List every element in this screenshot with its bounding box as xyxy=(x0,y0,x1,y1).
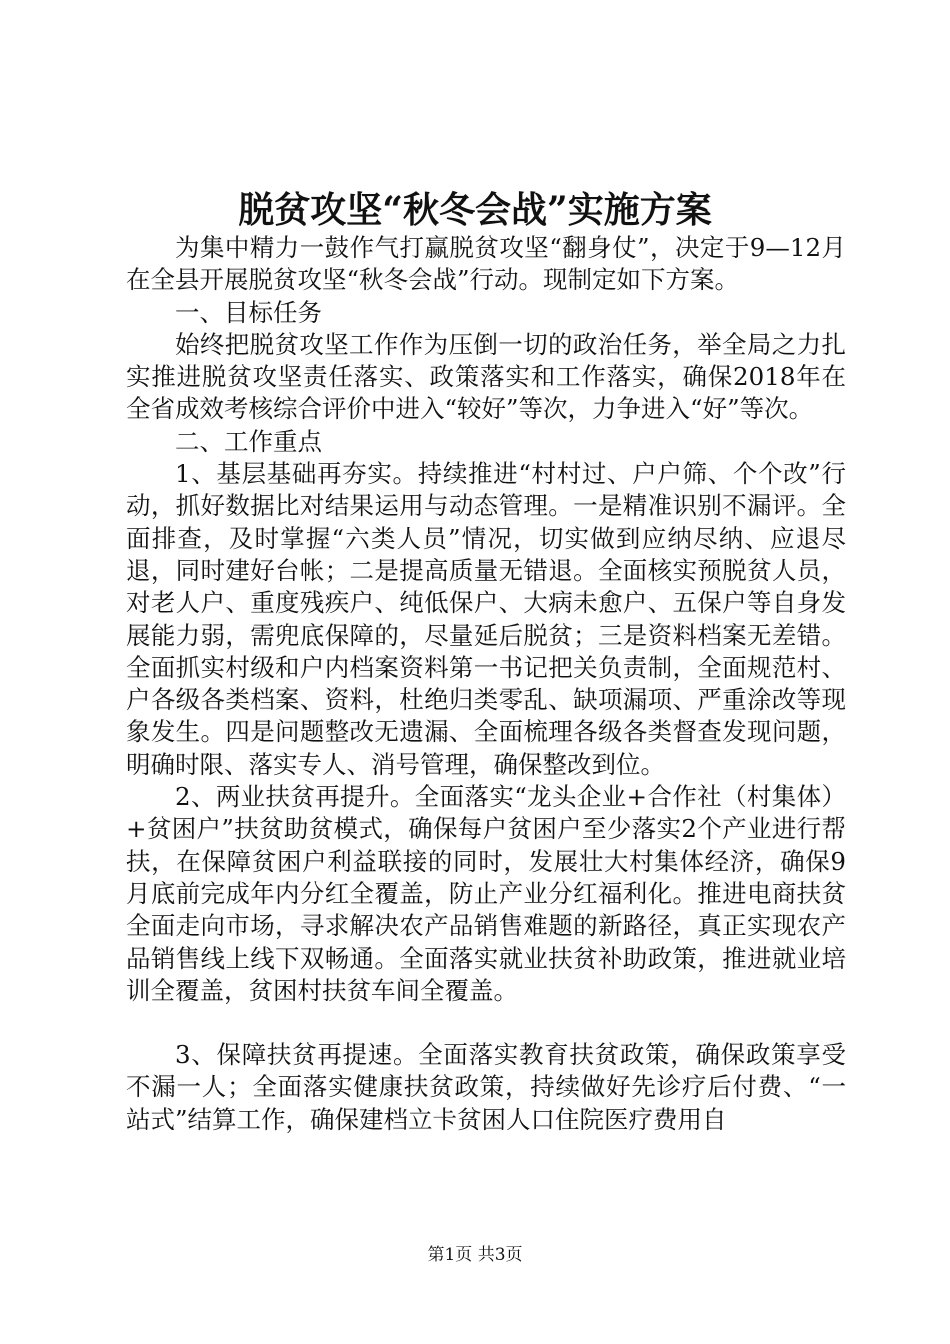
paragraph-goals: 始终把脱贫攻坚工作作为压倒一切的政治任务，举全局之力扎实推进脱贫攻坚责任落实、政策落实和工作落实，确保2018年在全省成效考核综合评价中进入“较好”等次，力争进入“好”等次。 xyxy=(126,329,846,424)
heading-key-work: 二、工作重点 xyxy=(175,426,322,456)
paragraph-item-2: 2、两业扶贫再提升。全面落实“龙头企业+合作社（村集体）+贫困户”扶贫助贫模式，确保每户贫困户至少落实2个产业进行帮扶，在保障贫困户利益联接的同时，发展壮大村集体经济，确保9月底前完成年内分红全覆盖，防止产业分红福利化。推进电商扶贫全面走向市场，寻求解决农产品销售难题的新路径，真正实现农产品销售线上线下双畅通。全面落实就业扶贫补助政策，推进就业培训全覆盖，贫困村扶贫车间全覆盖。 xyxy=(126,782,846,1005)
document-title: 脱贫攻坚“秋冬会战”实施方案 xyxy=(238,189,712,231)
paragraph-item-1: 1、基层基础再夯实。持续推进“村村过、户户筛、个个改”行动，抓好数据比对结果运用与动态管理。一是精准识别不漏评。全面排查，及时掌握“六类人员”情况，切实做到应纳尽纳、应退尽退，同时建好台帐；二是提高质量无错退。全面核实预脱贫人员，对老人户、重度残疾户、纯低保户、大病未愈户、五保户等自身发展能力弱，需兜底保障的，尽量延后脱贫；三是资料档案无差错。全面抓实村级和户内档案资料第一书记把关负责制，全面规范村、户各级各类档案、资料，杜绝归类零乱、缺项漏项、严重涂改等现象发生。四是问题整改无遗漏、全面梳理各级各类督查发现问题，明确时限、落实专人、消号管理，确保整改到位。 xyxy=(126,459,846,779)
document-body xyxy=(126,232,846,1136)
paragraph-intro: 为集中精力一鼓作气打赢脱贫攻坚“翻身仗”，决定于9—12月在全县开展脱贫攻坚“秋冬会战”行动。现制定如下方案。 xyxy=(126,233,846,295)
paragraph-item-3: 3、保障扶贫再提速。全面落实教育扶贫政策，确保政策享受不漏一人；全面落实健康扶贫政策，持续做好先诊疗后付费、“一站式”结算工作，确保建档立卡贫困人口住院医疗费用自 xyxy=(126,1040,846,1134)
page-footer: 第1页 共3页 xyxy=(427,1245,523,1265)
heading-goals: 一、目标任务 xyxy=(175,297,322,327)
paragraph-spacer xyxy=(126,1007,846,1039)
